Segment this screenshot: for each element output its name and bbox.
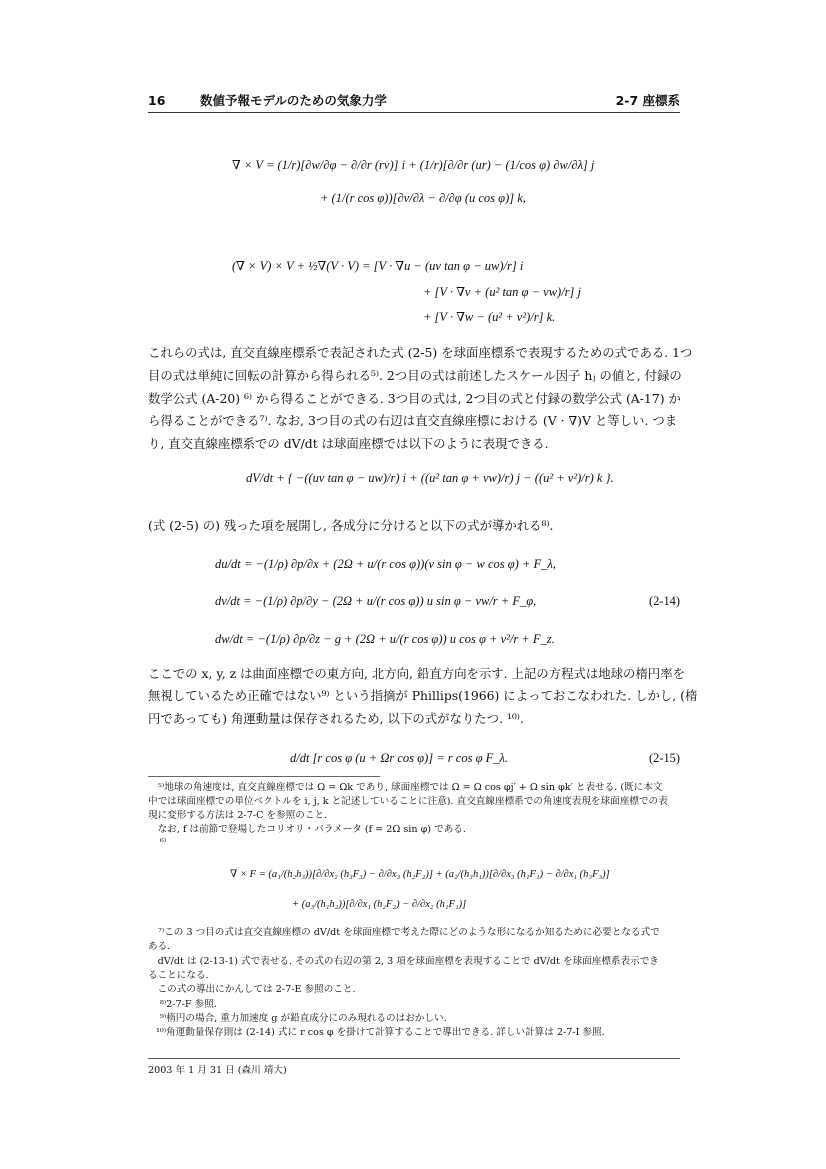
footnote-5: ⁵⁾地球の角速度は, 直交直線座標では Ω = Ωk であり, 球面座標では Ω = Ω cos φj′ + Ω sin φk′ と表せる. (既に本文 (158, 782, 663, 793)
footnote-5: 現に変形する方法は 2-7-C を参照のこと. (148, 810, 328, 821)
header-rule (148, 112, 680, 113)
text-line: り, 直交直線座標系での dV/dt は球面座標では以下のように表現できる. (148, 436, 549, 451)
equation-curl-f-line2: + (a₃/(h₁h₂))[∂/∂x₁ (h₂F₂) − ∂/∂x₂ (h₁F₁)] (292, 899, 467, 910)
text-line: これらの式は, 直交直線座標系で表記された式 (2-5) を球面座標系で表現するための式である. 1つ (148, 345, 693, 360)
equation-advection-line2: + [V · ∇v + (u² tan φ − vw)/r] j (423, 285, 582, 299)
equation-curl-f-line1: ∇ × F = (a₁/(h₂h₃))[∂/∂x₂ (h₃F₃) − ∂/∂x₃ (h₂F₂)] + (a₂/(h₃h₁))[∂/∂x₃ (h₁F₁) − ∂/∂x₁ (h₃F₃)] (230, 869, 610, 880)
equation-dvdt: dV/dt + { −((uv tan φ − uw)/r) i + ((u² tan φ + vw)/r) j − ((u² + v²)/r) k }. (246, 471, 614, 485)
footnote-rule (148, 776, 380, 777)
footnote-7: ある. (148, 941, 171, 952)
equation-2-14-v: dv/dt = −(1/ρ) ∂p/∂y − (2Ω + u/(r cos φ)) u sin φ − vw/r + F_φ, (215, 594, 537, 608)
text-line: 円であっても) 角運動量は保存されるため, 以下の式がなりたつ. ¹⁰⁾. (148, 711, 524, 726)
equation-2-15: d/dt [r cos φ (u + Ωr cos φ)] = r cos φ F_λ. (290, 751, 509, 765)
equation-label-2-15: (2-15) (649, 751, 680, 765)
footnote-8: ⁸⁾2-7-F 参照. (160, 999, 217, 1010)
footnote-6: ⁶⁾ (160, 837, 167, 848)
book-title: 数値予報モデルのための気象力学 (200, 93, 387, 108)
equation-advection-line1: (∇ × V) × V + ½∇(V · V) = [V · ∇u − (uv tan φ − uw)/r] i (232, 259, 524, 273)
page-number: 16 (148, 93, 166, 108)
text-line: ここでの x, y, z は曲面座標での東方向, 北方向, 鉛直方向を示す. 上記の方程式は地球の楕円率を (148, 666, 685, 681)
footnote-10: ¹⁰⁾角運動量保存則は (2-14) 式に r cos φ を掛けて計算することで導出できる. 詳しい計算は 2-7-I 参照. (156, 1027, 605, 1038)
text-line: 数学公式 (A-20) ⁶⁾ から得ることができる. 3つ目の式は, 2つ目の式と付録の数学公式 (A-17) か (148, 391, 681, 406)
equation-2-14-w: dw/dt = −(1/ρ) ∂p/∂z − g + (2Ω + u/(r cos φ)) u cos φ + v²/r + F_z. (215, 632, 555, 646)
equation-advection-line3: + [V · ∇w − (u² + v²)/r] k. (423, 310, 556, 324)
footnote-7: この式の導出にかんしては 2-7-E 参照のこと. (148, 984, 356, 995)
footnote-7: ることになる. (148, 970, 209, 981)
paragraph-2: (式 (2-5) の) 残った項を展開し, 各成分に分けると以下の式が導かれる⁸⁾. (148, 518, 554, 533)
footnote-7: ⁷⁾この 3 つ目の式は直交直線座標の dV/dt を球面座標で考えた際にどのような形になるか知るために必要となる式で (158, 927, 660, 938)
footnote-5: なお, f は前節で登場したコリオリ・パラメータ (f = 2Ω sin φ) である. (148, 824, 466, 835)
equation-curl-v-line2: + (1/(r cos φ))[∂v/∂λ − ∂/∂φ (u cos φ)] k, (320, 191, 526, 205)
footer-rule (148, 1058, 680, 1059)
section-title: 2-7 座標系 (615, 93, 680, 108)
text-line: 目の式は単純に回転の計算から得られる⁵⁾. 2つ目の式は前述したスケール因子 hⱼ の値と, 付録の (148, 368, 682, 383)
equation-curl-v-line1: ∇ × V = (1/r)[∂w/∂φ − ∂/∂r (rv)] i + (1/r)[∂/∂r (ur) − (1/cos φ) ∂w/∂λ] j (232, 158, 595, 172)
footer-date-author: 2003 年 1 月 31 日 (森川 靖大) (148, 1065, 287, 1076)
footnote-9: ⁹⁾楕円の場合, 重力加速度 g が鉛直成分にのみ現れるのはおかしい. (160, 1013, 447, 1024)
equation-2-14-u: du/dt = −(1/ρ) ∂p/∂x + (2Ω + u/(r cos φ))(v sin φ − w cos φ) + F_λ, (215, 557, 556, 571)
equation-label-2-14: (2-14) (649, 594, 680, 608)
footnote-5: 中では球面座標での単位ベクトルを i, j, k と記述していることに注意). 直交直線座標系での角速度表現を球面座標での表 (148, 796, 668, 807)
text-line: 無視しているため正確ではない⁹⁾ という指摘が Phillips(1966) によっておこなわれた. しかし, (楕 (148, 688, 698, 703)
footnote-7: dV/dt は (2-13-1) 式で表せる. その式の右辺の第 2, 3 項を球面座標を表現することで dV/dt を球面座標系表示でき (148, 956, 659, 967)
text-line: ら得ることができる⁷⁾. なお, 3つ目の式の右辺は直交直線座標における (V · ∇)V と等しい. つま (148, 413, 678, 428)
